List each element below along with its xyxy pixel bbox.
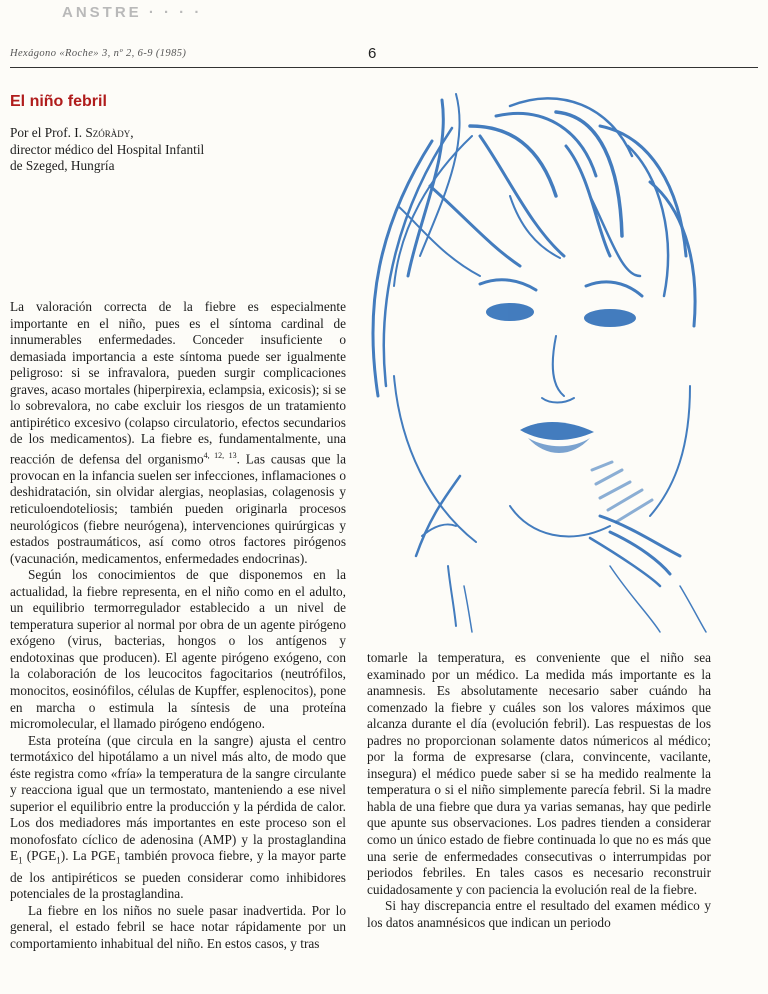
header-rule xyxy=(10,67,758,68)
page-number: 6 xyxy=(368,45,377,62)
paragraph-4: La fiebre en los niños no suele pasar inadvertida. Por lo general, el estado febril se hace notar rápidamente por un comportamiento inhabitual del niño. En estos casos, y tras xyxy=(10,902,346,951)
paragraph-2: Según los conocimientos de que disponemos en la actualidad, la fiebre representa, en el niño como en el adulto, un equilibrio termorregulador establecido a un nivel de temperatura superior al normal por obra de un agente pirógeno exógeno (virus, bacterias, hongos o los antígenos y endotoxinas que producen). El agente pirógeno exógeno, con la colaboración de los leucocitos fagocitarios (neutrófilos, monocitos, eosinófilos, células de Kupffer, esplenocitos), pone en marcha o estimula la síntesis de una proteína micromolecular, el llamado pirógeno endógeno. xyxy=(10,567,346,732)
right-column xyxy=(367,650,711,931)
paragraph-5: tomarle la temperatura, es conveniente que el niño sea examinado por un médico. La medida más importante es la anamnesis. Es absolutamente necesario saber cuándo ha comenzado la fiebre y cuáles son los valores máximos que alcanza durante el día (evolución febril). Las respuestas de los padres no proporcionan solamente datos númericos al médico; por la forma de expresarse (clara, convincente, vacilante, insegura) el médico puede saber si se ha medido realmente la temperatura o si el niño simplemente parecía febril. Si la madre habla de una fiebre que dura ya varias semanas, hay que pedirle que apunte sus observaciones. Los padres tienden a considerar como un único estado de fiebre continuada lo que no es más que una serie de enfermedades consecutivas o interrumpidas por periodos febriles. En tales casos es necesario reconstruir cuidadosamente y con paciencia la evolución real de la fiebre. xyxy=(367,650,711,897)
byline xyxy=(10,125,204,175)
child-portrait-drawing xyxy=(360,86,740,634)
affiliation-line-2: de Szeged, Hungría xyxy=(10,158,115,174)
library-stamp: ANSTRE · · · · xyxy=(62,4,203,21)
left-column xyxy=(10,299,346,952)
paragraph-3: Esta proteína (que circula en la sangre) ajusta el centro termotáxico del hipotálamo a un nivel más alto, de modo que éste registra como «fría» la temperatura de la sangre circulante y reacciona igual que un termostato, manteniendo a ese nivel superior el equilibrio entre la producción y la pérdida de calor. Los dos mediadores más importantes en este proceso son el monofosfato cíclico de adenosina (AMP) y la prostaglandina $E_1$ $(PGE_1)$. La $PGE_1$ también provoca fiebre, y la mayor parte de los antipiréticos se pueden considerar como inhibidores potenciales de la prostaglandina. xyxy=(10,732,347,902)
article-title: El niño febril xyxy=(10,93,107,110)
paragraph-6: Si hay discrepancia entre el resultado del examen médico y los datos anamnésicos que indican un periodo xyxy=(367,898,711,930)
author-name: Szóràdy, xyxy=(85,125,134,140)
affiliation-line-1: director médico del Hospital Infantil xyxy=(10,141,205,157)
author-line xyxy=(10,125,204,142)
paragraph-1: La valoración correcta de la fiebre es especialmente importante en el niño, pues es el síntoma cardinal de innumerables enfermedades. Conceder insuficiente o demasiada importancia a este síntoma puede ser igualmente peligroso: si se infravalora, pueden surgir complicaciones graves, acaso mortales (hiperpirexia, eclampsia, exicosis); si se lo sobrevalora, no cabe excluir los riesgos de un tratamiento antipirético excesivo (colapso circulatorio, efectos secundarios de los medicamentos). La fiebre es, fundamentalmente, una reacción de defensa del organismo$^{4, 12, 13}$. Las causas que la provocan en la infancia suelen ser infecciones, inflamaciones o deshidratación, sin olvidar alergias, neoplasias, colagenosis y reticuloendoteliosis; también pueden originarla procesos neurológicos (fiebre neurógena), intervenciones quirúrgicas y estados postraumáticos, así como otros factores pirógenos (vacunación, medicamentos, enfermedades endocrinas). xyxy=(10,299,346,566)
reference-superscript: 4, 12, 13 xyxy=(203,450,237,460)
running-head: Hexágono «Roche» 3, nº 2, 6-9 (1985) xyxy=(10,48,187,59)
byline-prefix: Por el Prof. I. xyxy=(10,125,86,140)
